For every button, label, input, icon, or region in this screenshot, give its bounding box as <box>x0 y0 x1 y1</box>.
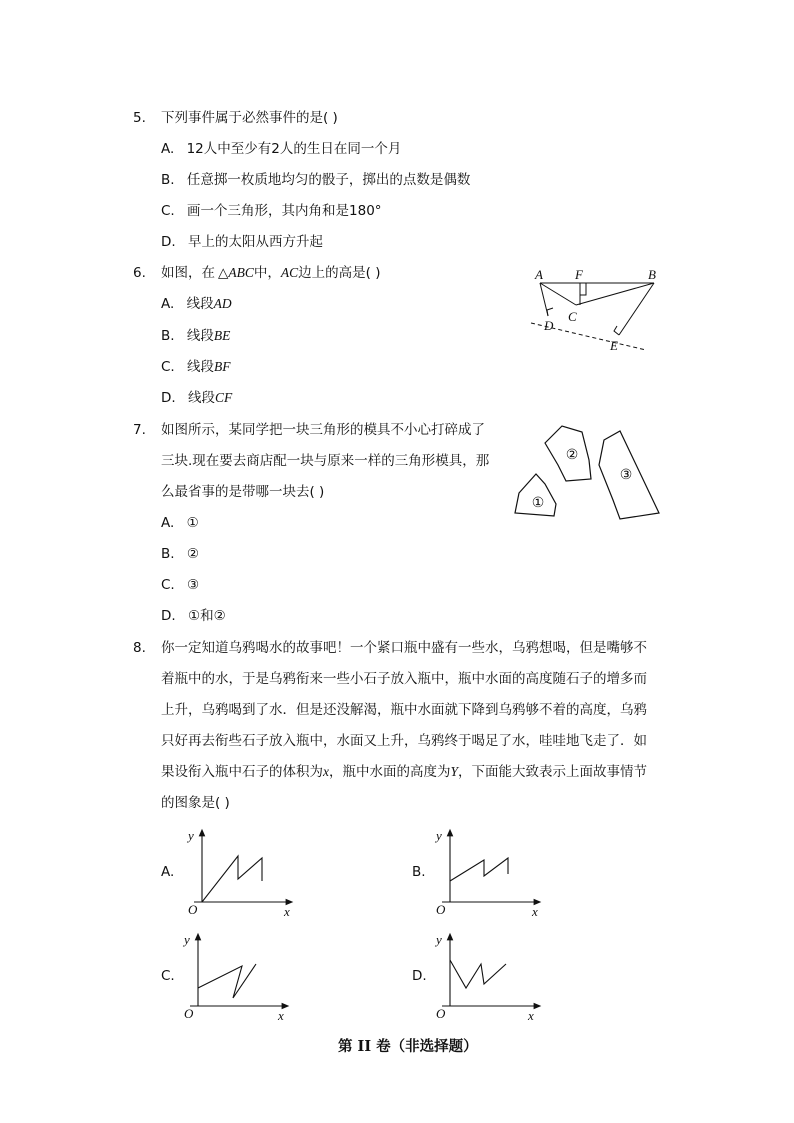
q8-graph-b-letter[interactable]: B. <box>412 864 426 880</box>
q7-stem-line-2: 三块.现在要去商店配一块与原来一样的三角形模具，那 <box>161 453 490 469</box>
option-letter: A. <box>161 141 175 157</box>
q7-broken-pieces-figure <box>508 418 668 524</box>
label-f: F <box>575 267 583 282</box>
triangle-abc: △ABC <box>218 265 254 280</box>
x-axis-label: x <box>528 1008 534 1022</box>
option-segment: BF <box>214 359 231 374</box>
option-text: ① <box>186 515 199 531</box>
q6-number: 6. <box>133 265 146 281</box>
option-letter: D. <box>161 234 176 250</box>
q8-graph-b[interactable] <box>428 826 548 918</box>
option-text: 线段 <box>187 359 215 375</box>
q8-stem-line-5 <box>161 763 647 781</box>
piece-2-label: ② <box>565 448 579 463</box>
x-axis-label: x <box>532 904 538 918</box>
option-text: 线段 <box>186 328 214 344</box>
q6-triangle-figure <box>528 264 658 356</box>
y-axis-label: y <box>188 828 194 843</box>
q5-stem: 下列事件属于必然事件的是( ) <box>161 110 338 126</box>
q8-stem-line-2: 着瓶中的水，于是乌鸦衔来一些小石子放入瓶中，瓶中水面的高度随石子的增多而 <box>161 671 647 687</box>
option-text: 任意掷一枚质地均匀的骰子，掷出的点数是偶数 <box>186 172 471 188</box>
origin-label: O <box>184 1006 194 1021</box>
q8-stem-line-3: 上升，乌鸦喝到了水．但是还没解渴，瓶中水面就下降到乌鸦够不着的高度，乌鸦 <box>161 702 647 718</box>
option-segment: AD <box>213 296 232 311</box>
segment-ac-line <box>540 283 576 305</box>
label-c: C <box>568 309 577 324</box>
q6-stem-part: 如图，在 <box>161 265 215 281</box>
option-letter: C. <box>161 577 175 593</box>
q5-option-c[interactable] <box>161 202 382 220</box>
right-angle-mark-e <box>614 326 619 335</box>
option-letter: A. <box>161 515 175 531</box>
q7-option-d[interactable] <box>161 607 226 625</box>
q6-option-c[interactable] <box>161 358 231 376</box>
variable-x: x <box>323 764 329 779</box>
option-text: ② <box>186 546 199 562</box>
q8-stem-part: 果设衔入瓶中石子的体积为 <box>161 764 323 780</box>
option-letter: D. <box>161 390 176 406</box>
option-segment: CF <box>214 390 233 405</box>
q5-number: 5. <box>133 110 146 126</box>
q7-option-a[interactable] <box>161 514 199 532</box>
option-letter: C. <box>161 203 175 219</box>
right-angle-mark-f <box>580 283 586 295</box>
q7-stem-line-1: 如图所示，某同学把一块三角形的模具不小心打碎成了 <box>161 422 485 438</box>
section-title: 第 II 卷（非选择题） <box>338 1038 478 1055</box>
q8-graph-c-letter[interactable]: C. <box>161 968 175 984</box>
origin-label: O <box>436 1006 446 1021</box>
option-segment: BE <box>213 328 231 343</box>
segment-ac: AC <box>280 265 299 280</box>
q8-stem-part: ，瓶中水面的高度为 <box>329 764 451 780</box>
variable-y: Y <box>450 764 459 779</box>
graph-curve <box>450 960 506 988</box>
graph-curve <box>450 858 508 881</box>
q8-stem-line-4: 只好再去衔些石子放入瓶中，水面又上升，乌鸦终于喝足了水，哇哇地飞走了．如 <box>161 733 647 749</box>
option-letter: B. <box>161 328 175 344</box>
q8-stem-part: ，下面能大致表示上面故事情节 <box>458 764 648 780</box>
option-text: 线段 <box>187 390 215 406</box>
q6-stem <box>161 264 380 282</box>
q8-graph-d-letter[interactable]: D. <box>412 968 427 984</box>
q6-option-d[interactable] <box>161 389 232 407</box>
option-letter: A. <box>161 296 175 312</box>
origin-label: O <box>188 902 198 917</box>
q6-option-a[interactable] <box>161 295 232 313</box>
option-letter: C. <box>161 359 175 375</box>
q8-graph-a-letter[interactable]: A. <box>161 864 175 880</box>
q5-option-b[interactable] <box>161 171 470 189</box>
option-letter: B. <box>161 546 175 562</box>
graph-curve <box>198 964 256 998</box>
q7-stem-line-3: 么最省事的是带哪一块去( ) <box>161 484 325 500</box>
q8-number: 8. <box>133 640 146 656</box>
y-axis-label: y <box>184 932 190 947</box>
option-text: 画一个三角形，其内角和是180° <box>187 203 382 219</box>
q8-graph-c[interactable] <box>176 930 296 1022</box>
y-axis-label: y <box>436 932 442 947</box>
q8-stem-line-1: 你一定知道乌鸦喝水的故事吧！一个紧口瓶中盛有一些水，乌鸦想喝，但是嘴够不 <box>161 640 647 656</box>
option-text: ①和② <box>187 608 226 624</box>
segment-bc <box>576 283 654 305</box>
q5-option-a[interactable] <box>161 140 401 158</box>
q8-stem-line-6: 的图象是( ) <box>161 795 230 811</box>
right-angle-mark-d <box>547 308 553 316</box>
q8-graph-d[interactable] <box>428 930 548 1022</box>
piece-3-label: ③ <box>619 468 633 483</box>
origin-label: O <box>436 902 446 917</box>
label-e: E <box>610 338 618 353</box>
q7-option-b[interactable] <box>161 545 199 563</box>
label-d: D <box>544 318 554 333</box>
option-letter: D. <box>161 608 176 624</box>
option-text: 线段 <box>186 296 214 312</box>
graph-curve <box>202 856 262 902</box>
q7-option-c[interactable] <box>161 576 199 594</box>
x-axis-label: x <box>284 904 290 918</box>
q5-option-d[interactable] <box>161 233 323 251</box>
segment-be <box>619 283 654 335</box>
option-letter: B. <box>161 172 175 188</box>
q6-stem-part: 中， <box>253 265 281 281</box>
option-text: ③ <box>187 577 200 593</box>
x-axis-label: x <box>278 1008 284 1022</box>
q6-option-b[interactable] <box>161 327 230 345</box>
piece-1-label: ① <box>531 496 545 511</box>
option-text: 早上的太阳从西方升起 <box>187 234 323 250</box>
y-axis-label: y <box>436 828 442 843</box>
option-text: 12人中至少有2人的生日在同一个月 <box>186 141 402 157</box>
q8-graph-a[interactable] <box>180 826 300 918</box>
q7-number: 7. <box>133 422 146 438</box>
label-a: A <box>535 267 543 282</box>
label-b: B <box>648 267 656 282</box>
q6-stem-part: 边上的高是( ) <box>298 265 381 281</box>
